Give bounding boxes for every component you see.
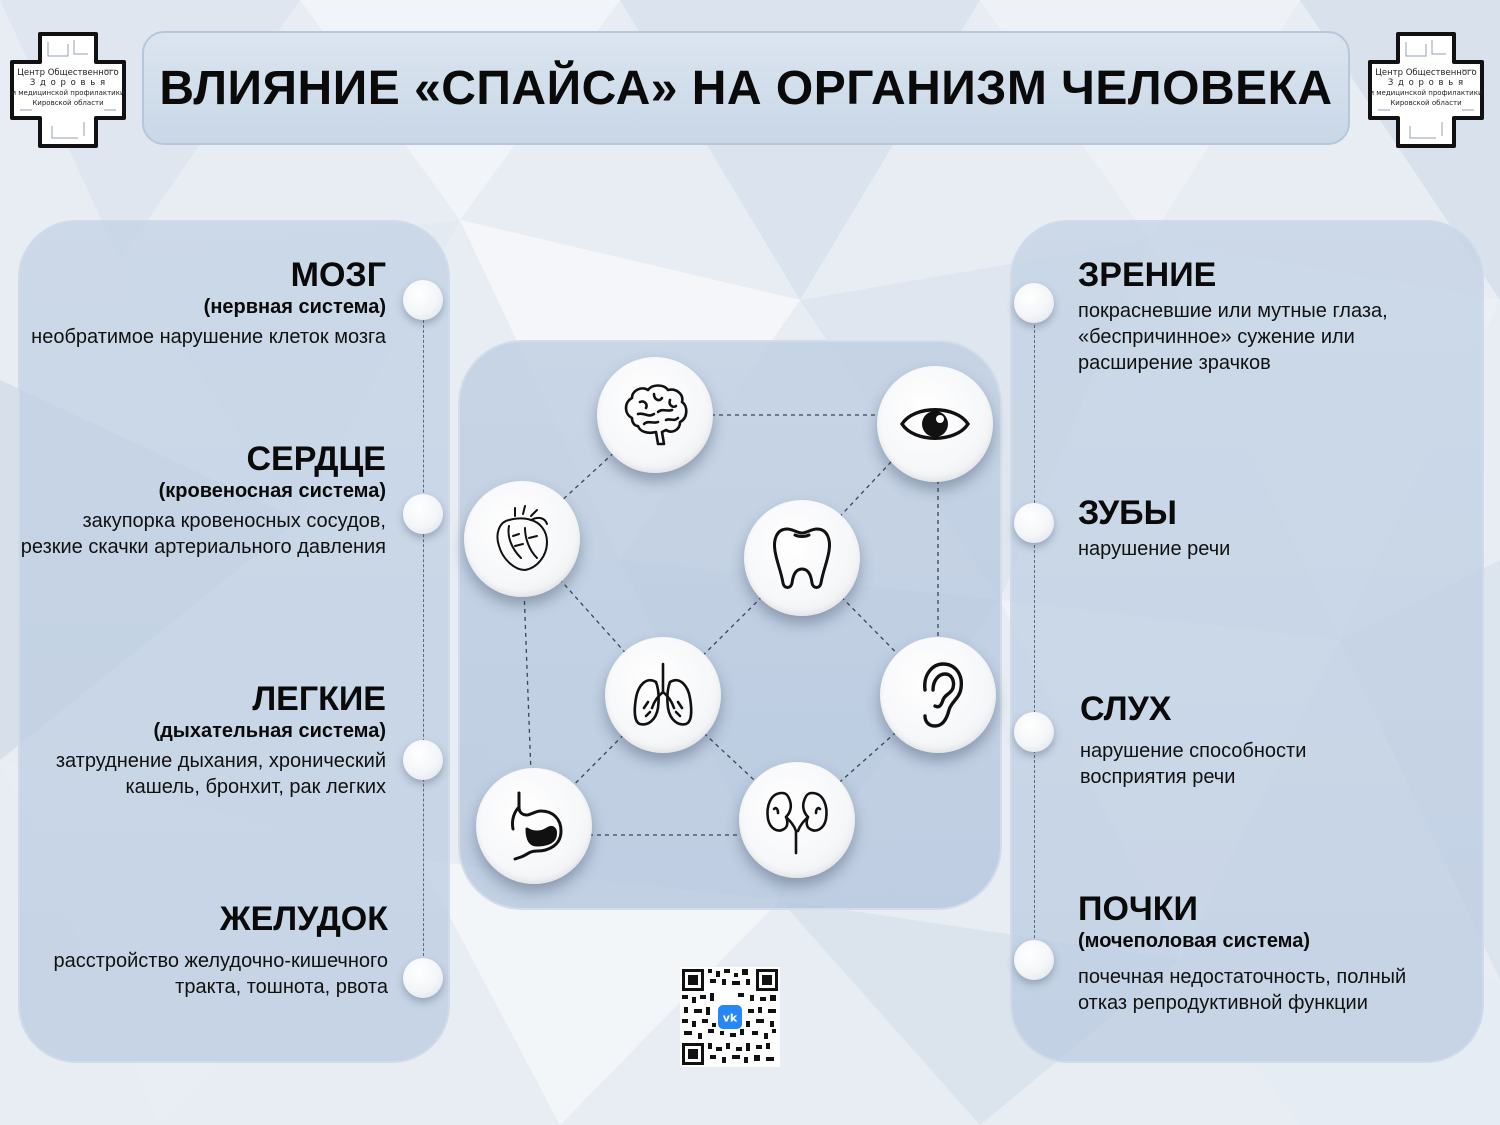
left-marker-2 (403, 494, 443, 534)
left-marker-3 (403, 740, 443, 780)
item-subheading: (мочеполовая система) (1078, 930, 1310, 952)
lungs-icon (626, 658, 700, 732)
ear-node (880, 637, 996, 753)
right-marker-3 (1014, 712, 1054, 752)
stomach-node (476, 768, 592, 884)
left-marker-4 (403, 958, 443, 998)
right-marker-1 (1014, 283, 1054, 323)
brain-node (597, 357, 713, 473)
item-subheading: (кровеносная система) (158, 480, 386, 502)
ear-icon (901, 658, 975, 732)
item-heading: МОЗГ (290, 256, 386, 294)
item-description: нарушение речи (1078, 538, 1231, 560)
right-connector-line (1034, 305, 1035, 963)
left-marker-1 (403, 280, 443, 320)
item-heading: СЛУХ (1080, 690, 1172, 728)
left-item-stomach (20, 900, 388, 1000)
right-item-vision (1078, 256, 1458, 376)
kidneys-icon (760, 783, 834, 857)
left-item-heart (20, 440, 386, 560)
item-description: затруднение дыхания, хронический кашель, бронхит, рак легких (55, 750, 386, 798)
item-subheading: (дыхательная система) (153, 720, 386, 742)
left-connector-line (423, 300, 424, 976)
brain-icon (618, 378, 692, 452)
item-description: почечная недостаточность, полный отказ репродуктивной функции (1078, 966, 1407, 1014)
right-item-teeth (1078, 494, 1458, 562)
tooth-icon (765, 521, 839, 595)
eye-icon (898, 387, 972, 461)
right-marker-2 (1014, 503, 1054, 543)
page-title: ВЛИЯНИЕ «СПАЙСА» НА ОРГАНИЗМ ЧЕЛОВЕКА (159, 61, 1333, 115)
svg-text:vk: vk (722, 1011, 738, 1025)
tooth-node (744, 500, 860, 616)
stomach-icon (497, 789, 571, 863)
item-heading: ЛЕГКИЕ (252, 680, 386, 718)
right-item-kidneys (1078, 890, 1458, 1016)
item-heading: ПОЧКИ (1078, 890, 1198, 928)
lungs-node (605, 637, 721, 753)
right-item-hearing (1080, 690, 1380, 790)
item-description: расстройство желудочно-кишечного тракта, тошнота, рвота (53, 950, 388, 998)
item-description: покрасневшие или мутные глаза, «беспричинное» сужение или расширение зрачков (1078, 300, 1388, 374)
item-subheading: (нервная система) (203, 296, 386, 318)
right-marker-4 (1014, 940, 1054, 980)
left-item-lungs (20, 680, 386, 800)
logo-left: Центр Общественного З д о р о в ь я и медицинской профилактики Кировской области (8, 30, 128, 150)
item-description: нарушение способности восприятия речи (1080, 740, 1307, 788)
left-item-brain (20, 256, 386, 350)
item-heading: ЗРЕНИЕ (1078, 256, 1217, 294)
heart-icon (485, 502, 559, 576)
title-banner (142, 31, 1350, 145)
vk-logo-icon (718, 1005, 742, 1029)
item-heading: ЖЕЛУДОК (219, 900, 388, 938)
item-description: закупорка кровеносных сосудов, резкие скачки артериального давления (20, 510, 386, 558)
qr-code[interactable] (680, 967, 780, 1067)
logo-right: Центр Общественного З д о р о в ь я и медицинской профилактики Кировской области (1366, 30, 1486, 150)
item-heading: СЕРДЦЕ (246, 440, 386, 478)
kidneys-node (739, 762, 855, 878)
item-heading: ЗУБЫ (1078, 494, 1177, 532)
eye-node (877, 366, 993, 482)
heart-node (464, 481, 580, 597)
item-description: необратимое нарушение клеток мозга (31, 326, 386, 348)
